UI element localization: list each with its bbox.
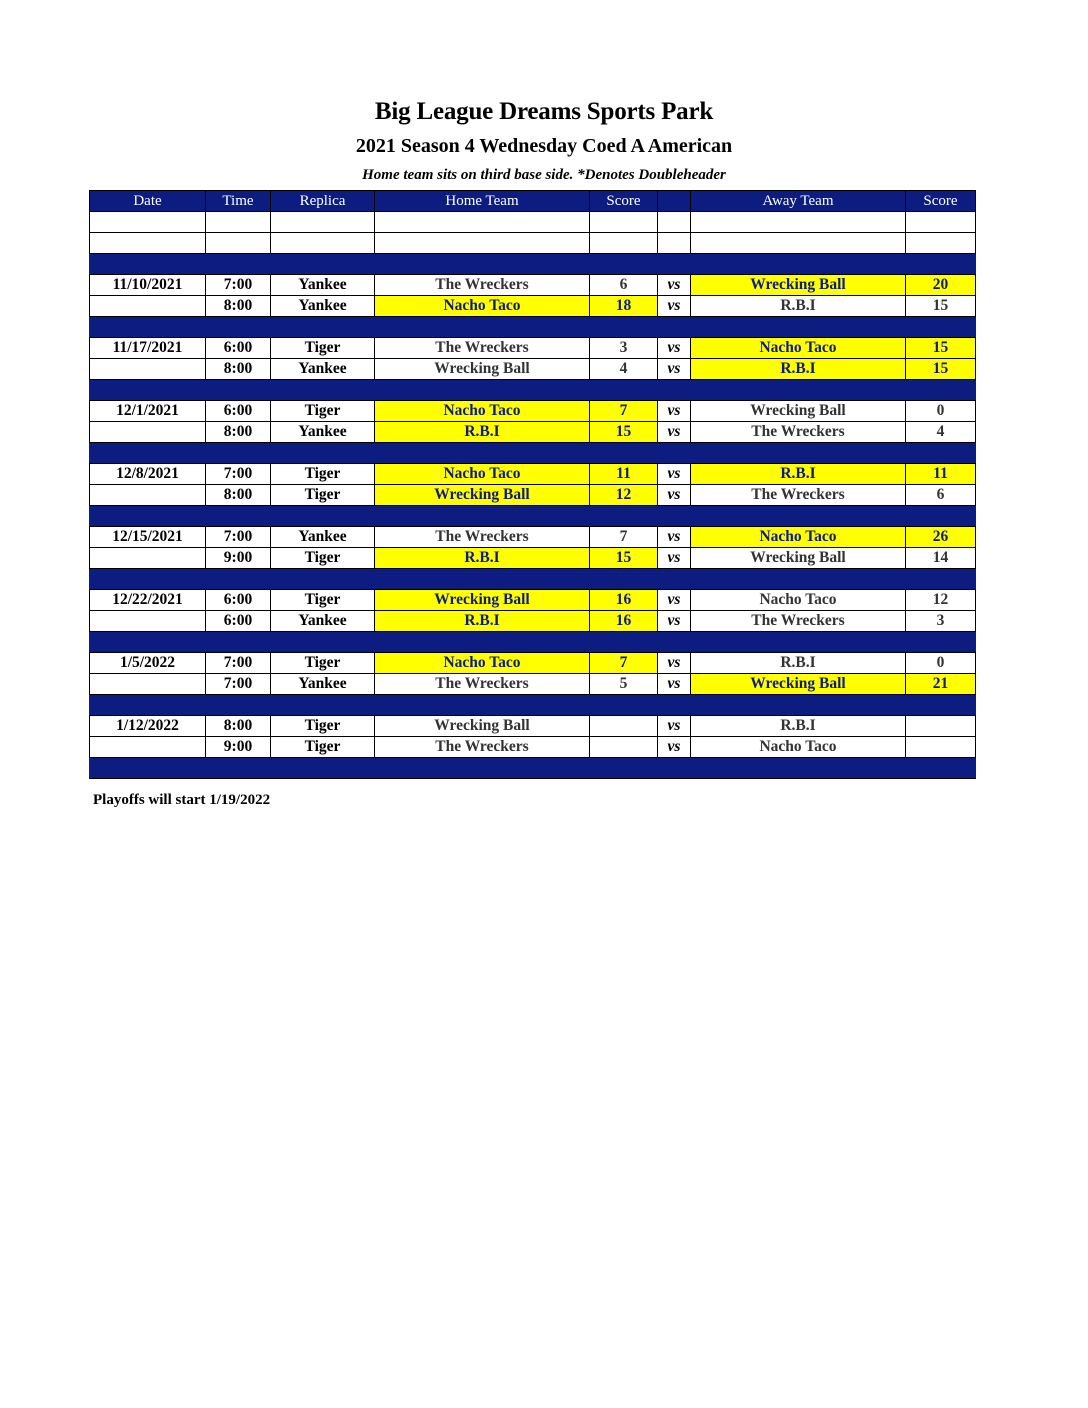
home-team: Wrecking Ball — [375, 359, 590, 380]
replica-field: Yankee — [271, 674, 375, 695]
empty-cell — [590, 632, 658, 653]
empty-cell — [271, 380, 375, 401]
away-score: 15 — [906, 296, 976, 317]
away-team: The Wreckers — [691, 611, 906, 632]
home-team: The Wreckers — [375, 527, 590, 548]
empty-cell — [90, 506, 206, 527]
away-score: 12 — [906, 590, 976, 611]
away-score: 4 — [906, 422, 976, 443]
vs-label: vs — [658, 275, 691, 296]
replica-field: Yankee — [271, 275, 375, 296]
empty-cell — [271, 233, 375, 254]
home-team: The Wreckers — [375, 674, 590, 695]
home-score: 18 — [590, 296, 658, 317]
empty-cell — [90, 380, 206, 401]
vs-label: vs — [658, 590, 691, 611]
empty-cell — [375, 233, 590, 254]
home-score: 5 — [590, 674, 658, 695]
empty-cell — [906, 443, 976, 464]
separator-row — [90, 632, 976, 653]
empty-cell — [90, 695, 206, 716]
home-team: Wrecking Ball — [375, 485, 590, 506]
away-team: The Wreckers — [691, 422, 906, 443]
empty-cell — [691, 212, 906, 233]
col-time: Time — [206, 191, 271, 212]
empty-cell — [271, 506, 375, 527]
empty-cell — [375, 506, 590, 527]
separator-row — [90, 443, 976, 464]
away-score: 26 — [906, 527, 976, 548]
vs-label: vs — [658, 716, 691, 737]
empty-cell — [590, 758, 658, 779]
away-score: 21 — [906, 674, 976, 695]
empty-cell — [691, 569, 906, 590]
empty-cell — [271, 254, 375, 275]
game-row — [90, 359, 976, 380]
home-team: Nacho Taco — [375, 653, 590, 674]
col-away-team: Away Team — [691, 191, 906, 212]
empty-cell — [906, 254, 976, 275]
vs-label: vs — [658, 359, 691, 380]
empty-cell — [691, 758, 906, 779]
game-row — [90, 275, 976, 296]
playoffs-note: Playoffs will start 1/19/2022 — [93, 792, 271, 808]
game-date: 11/17/2021 — [90, 338, 206, 359]
schedule-table — [89, 190, 976, 779]
empty-cell — [906, 233, 976, 254]
empty-cell — [658, 632, 691, 653]
game-row — [90, 296, 976, 317]
empty-cell — [271, 317, 375, 338]
empty-cell — [206, 233, 271, 254]
empty-cell — [375, 212, 590, 233]
away-team: Nacho Taco — [691, 527, 906, 548]
empty-cell — [375, 569, 590, 590]
vs-label: vs — [658, 485, 691, 506]
away-score: 6 — [906, 485, 976, 506]
separator-row — [90, 506, 976, 527]
empty-cell — [906, 317, 976, 338]
home-team: Nacho Taco — [375, 401, 590, 422]
empty-cell — [375, 380, 590, 401]
home-team: Wrecking Ball — [375, 716, 590, 737]
empty-cell — [906, 212, 976, 233]
game-date — [90, 548, 206, 569]
replica-field: Yankee — [271, 296, 375, 317]
empty-cell — [691, 233, 906, 254]
empty-cell — [206, 317, 271, 338]
empty-cell — [590, 212, 658, 233]
game-time: 9:00 — [206, 548, 271, 569]
empty-cell — [658, 443, 691, 464]
away-score — [906, 737, 976, 758]
empty-cell — [375, 254, 590, 275]
empty-cell — [590, 380, 658, 401]
empty-cell — [590, 569, 658, 590]
game-date — [90, 296, 206, 317]
empty-cell — [206, 506, 271, 527]
home-score: 12 — [590, 485, 658, 506]
away-team: The Wreckers — [691, 485, 906, 506]
empty-cell — [90, 254, 206, 275]
game-date: 12/8/2021 — [90, 464, 206, 485]
away-team: Nacho Taco — [691, 737, 906, 758]
empty-cell — [375, 443, 590, 464]
empty-cell — [658, 254, 691, 275]
away-team: Wrecking Ball — [691, 275, 906, 296]
game-row — [90, 590, 976, 611]
home-score: 6 — [590, 275, 658, 296]
game-row — [90, 485, 976, 506]
empty-cell — [206, 212, 271, 233]
empty-cell — [658, 212, 691, 233]
game-time: 7:00 — [206, 674, 271, 695]
home-team: Wrecking Ball — [375, 590, 590, 611]
home-score: 7 — [590, 527, 658, 548]
home-score: 7 — [590, 401, 658, 422]
home-team: The Wreckers — [375, 275, 590, 296]
away-team: Wrecking Ball — [691, 401, 906, 422]
away-score: 0 — [906, 653, 976, 674]
home-team: R.B.I — [375, 611, 590, 632]
vs-label: vs — [658, 401, 691, 422]
replica-field: Tiger — [271, 548, 375, 569]
vs-label: vs — [658, 527, 691, 548]
empty-cell — [590, 695, 658, 716]
empty-cell — [271, 632, 375, 653]
separator-row — [90, 254, 976, 275]
game-row — [90, 548, 976, 569]
empty-cell — [590, 317, 658, 338]
away-score: 20 — [906, 275, 976, 296]
game-row — [90, 737, 976, 758]
replica-field: Yankee — [271, 359, 375, 380]
game-time: 7:00 — [206, 653, 271, 674]
game-row — [90, 464, 976, 485]
game-date — [90, 359, 206, 380]
empty-cell — [658, 695, 691, 716]
empty-cell — [90, 317, 206, 338]
home-team: R.B.I — [375, 548, 590, 569]
empty-cell — [658, 317, 691, 338]
game-date — [90, 611, 206, 632]
vs-label: vs — [658, 611, 691, 632]
empty-cell — [691, 317, 906, 338]
home-score: 15 — [590, 422, 658, 443]
away-score: 15 — [906, 359, 976, 380]
empty-cell — [90, 569, 206, 590]
col-home-score: Score — [590, 191, 658, 212]
game-time: 8:00 — [206, 485, 271, 506]
replica-field: Tiger — [271, 485, 375, 506]
game-row — [90, 401, 976, 422]
game-time: 6:00 — [206, 611, 271, 632]
replica-field: Yankee — [271, 611, 375, 632]
empty-cell — [90, 758, 206, 779]
home-team: The Wreckers — [375, 338, 590, 359]
vs-label: vs — [658, 464, 691, 485]
game-date — [90, 422, 206, 443]
separator-row — [90, 317, 976, 338]
home-score: 16 — [590, 590, 658, 611]
empty-cell — [691, 443, 906, 464]
empty-cell — [206, 254, 271, 275]
game-row — [90, 674, 976, 695]
empty-cell — [906, 380, 976, 401]
away-team: Wrecking Ball — [691, 548, 906, 569]
empty-cell — [658, 569, 691, 590]
away-score — [906, 716, 976, 737]
away-team: R.B.I — [691, 716, 906, 737]
away-score: 0 — [906, 401, 976, 422]
away-team: R.B.I — [691, 359, 906, 380]
game-row — [90, 338, 976, 359]
game-date: 1/12/2022 — [90, 716, 206, 737]
home-score: 3 — [590, 338, 658, 359]
empty-cell — [375, 317, 590, 338]
blank-row — [90, 233, 976, 254]
game-time: 8:00 — [206, 296, 271, 317]
home-score — [590, 737, 658, 758]
empty-cell — [271, 443, 375, 464]
empty-cell — [206, 695, 271, 716]
replica-field: Tiger — [271, 653, 375, 674]
col-vs — [658, 191, 691, 212]
game-date: 1/5/2022 — [90, 653, 206, 674]
away-team: R.B.I — [691, 296, 906, 317]
empty-cell — [691, 254, 906, 275]
empty-cell — [90, 632, 206, 653]
away-team: Wrecking Ball — [691, 674, 906, 695]
page-subtitle: 2021 Season 4 Wednesday Coed A American — [355, 135, 733, 157]
away-score: 3 — [906, 611, 976, 632]
game-time: 7:00 — [206, 464, 271, 485]
empty-cell — [590, 443, 658, 464]
vs-label: vs — [658, 422, 691, 443]
game-time: 6:00 — [206, 590, 271, 611]
col-home-team: Home Team — [375, 191, 590, 212]
vs-label: vs — [658, 338, 691, 359]
empty-cell — [906, 758, 976, 779]
empty-cell — [375, 632, 590, 653]
empty-cell — [590, 254, 658, 275]
empty-cell — [658, 233, 691, 254]
empty-cell — [906, 569, 976, 590]
away-team: Nacho Taco — [691, 338, 906, 359]
empty-cell — [691, 506, 906, 527]
home-score: 4 — [590, 359, 658, 380]
away-team: R.B.I — [691, 653, 906, 674]
game-row — [90, 527, 976, 548]
away-score: 14 — [906, 548, 976, 569]
replica-field: Tiger — [271, 401, 375, 422]
empty-cell — [906, 695, 976, 716]
game-date: 12/1/2021 — [90, 401, 206, 422]
home-team: R.B.I — [375, 422, 590, 443]
home-score — [590, 716, 658, 737]
empty-cell — [206, 443, 271, 464]
game-time: 7:00 — [206, 527, 271, 548]
empty-cell — [271, 695, 375, 716]
col-away-score: Score — [906, 191, 976, 212]
home-score: 15 — [590, 548, 658, 569]
empty-cell — [590, 233, 658, 254]
vs-label: vs — [658, 296, 691, 317]
empty-cell — [658, 506, 691, 527]
blank-row — [90, 212, 976, 233]
empty-cell — [206, 380, 271, 401]
vs-label: vs — [658, 674, 691, 695]
vs-label: vs — [658, 548, 691, 569]
replica-field: Tiger — [271, 737, 375, 758]
empty-cell — [90, 212, 206, 233]
separator-row — [90, 380, 976, 401]
empty-cell — [691, 380, 906, 401]
game-row — [90, 422, 976, 443]
game-row — [90, 716, 976, 737]
vs-label: vs — [658, 737, 691, 758]
separator-row — [90, 758, 976, 779]
page-title: Big League Dreams Sports Park — [374, 98, 714, 125]
empty-cell — [271, 758, 375, 779]
empty-cell — [691, 695, 906, 716]
home-team: Nacho Taco — [375, 296, 590, 317]
replica-field: Tiger — [271, 464, 375, 485]
game-date: 12/22/2021 — [90, 590, 206, 611]
away-score: 15 — [906, 338, 976, 359]
game-date: 11/10/2021 — [90, 275, 206, 296]
replica-field: Yankee — [271, 527, 375, 548]
empty-cell — [590, 506, 658, 527]
home-team: Nacho Taco — [375, 464, 590, 485]
home-team-note: Home team sits on third base side. *Denotes Doubleheader — [362, 167, 726, 183]
replica-field: Tiger — [271, 338, 375, 359]
game-time: 8:00 — [206, 716, 271, 737]
game-row — [90, 653, 976, 674]
game-time: 8:00 — [206, 359, 271, 380]
game-time: 8:00 — [206, 422, 271, 443]
vs-label: vs — [658, 653, 691, 674]
separator-row — [90, 569, 976, 590]
away-score: 11 — [906, 464, 976, 485]
empty-cell — [90, 233, 206, 254]
game-date — [90, 737, 206, 758]
empty-cell — [906, 506, 976, 527]
empty-cell — [271, 212, 375, 233]
replica-field: Tiger — [271, 716, 375, 737]
empty-cell — [658, 380, 691, 401]
game-date: 12/15/2021 — [90, 527, 206, 548]
home-score: 7 — [590, 653, 658, 674]
game-row — [90, 611, 976, 632]
separator-row — [90, 695, 976, 716]
header-row — [90, 191, 976, 212]
col-date: Date — [90, 191, 206, 212]
game-time: 6:00 — [206, 338, 271, 359]
schedule-body — [90, 212, 976, 779]
empty-cell — [206, 632, 271, 653]
col-replica: Replica — [271, 191, 375, 212]
game-date — [90, 674, 206, 695]
home-score: 16 — [590, 611, 658, 632]
empty-cell — [658, 758, 691, 779]
home-team: The Wreckers — [375, 737, 590, 758]
empty-cell — [375, 695, 590, 716]
home-score: 11 — [590, 464, 658, 485]
empty-cell — [271, 569, 375, 590]
away-team: R.B.I — [691, 464, 906, 485]
game-time: 9:00 — [206, 737, 271, 758]
game-date — [90, 485, 206, 506]
empty-cell — [691, 632, 906, 653]
game-time: 6:00 — [206, 401, 271, 422]
game-time: 7:00 — [206, 275, 271, 296]
empty-cell — [90, 443, 206, 464]
empty-cell — [375, 758, 590, 779]
replica-field: Tiger — [271, 590, 375, 611]
away-team: Nacho Taco — [691, 590, 906, 611]
replica-field: Yankee — [271, 422, 375, 443]
empty-cell — [206, 569, 271, 590]
empty-cell — [206, 758, 271, 779]
empty-cell — [906, 632, 976, 653]
